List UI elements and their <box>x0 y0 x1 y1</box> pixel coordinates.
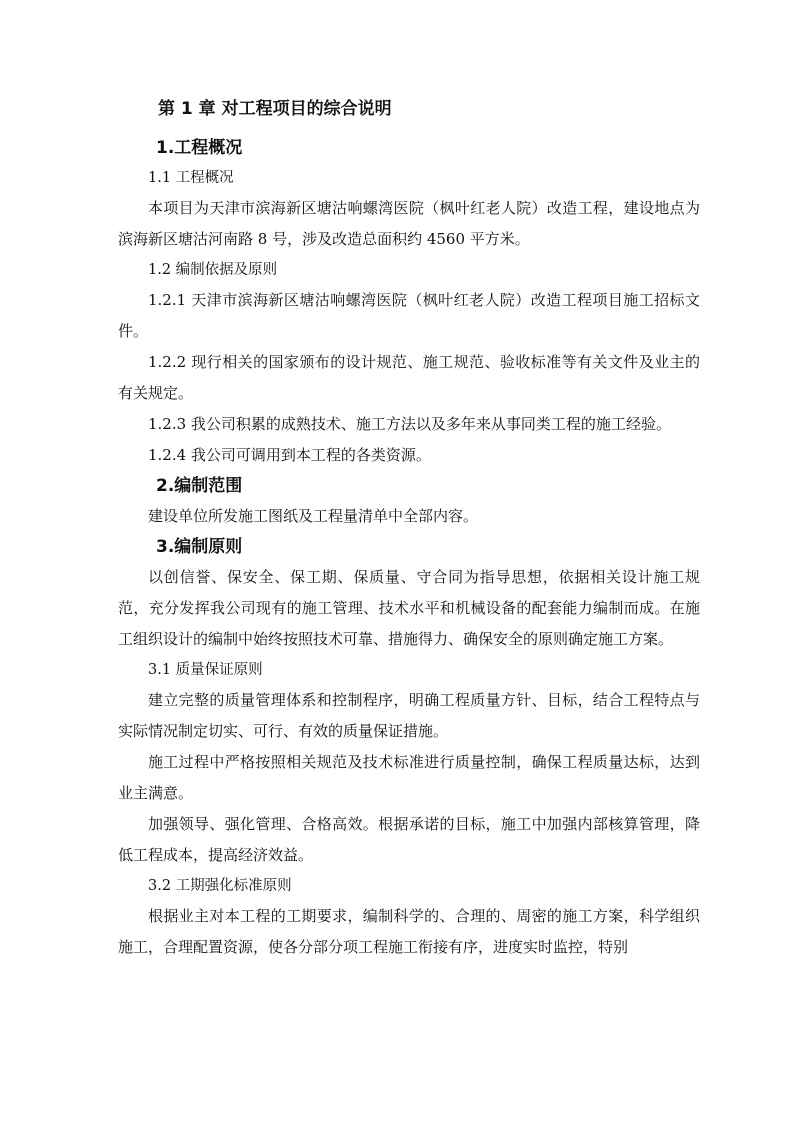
document-page <box>118 96 700 963</box>
item-1-2-2: 1.2.2 现行相关的国家颁布的设计规范、施工规范、验收标准等有关文件及业主的有关规定。 <box>118 353 700 402</box>
chapter-title: 第 1 章 对工程项目的综合说明 <box>158 99 392 119</box>
section-1-title: 1.工程概况 <box>156 138 243 158</box>
section-3-text: 以创信誉、保安全、保工期、保质量、守合同为指导思想，依据相关设计施工规范，充分发挥我公司现有的施工管理、技术水平和机械设备的配套能力编制而成。在施工组织设计的编制中始终按照技术可靠、措施得力、确保安全的原则确定施工方案。 <box>118 568 700 648</box>
section-2-text: 建设单位所发施工图纸及工程量清单中全部内容。 <box>148 507 479 525</box>
section-3-1-paragraph-1: 建立完整的质量管理体系和控制程序，明确工程质量方针、目标，结合工程特点与实际情况制定切实、可行、有效的质量保证措施。 <box>118 691 700 740</box>
section-3-1-paragraph-3: 加强领导、强化管理、合格高效。根据承诺的目标，施工中加强内部核算管理，降低工程成本，提高经济效益。 <box>118 815 700 864</box>
section-1-2-title: 1.2 编制依据及原则 <box>148 262 278 278</box>
section-3-1-title: 3.1 质量保证原则 <box>148 662 263 678</box>
section-1-1-text: 本项目为天津市滨海新区塘沽响螺湾医院（枫叶红老人院）改造工程，建设地点为滨海新区塘沽河南路 8 号，涉及改造总面积约 4560 平方米。 <box>118 199 700 248</box>
section-3-2-title: 3.2 工期强化标准原则 <box>148 878 292 894</box>
section-1-1-title: 1.1 工程概况 <box>148 170 234 186</box>
item-1-2-4: 1.2.4 我公司可调用到本工程的各类资源。 <box>148 446 431 464</box>
section-3-1-paragraph-2: 施工过程中严格按照相关规范及技术标准进行质量控制，确保工程质量达标，达到业主满意。 <box>118 753 700 802</box>
item-1-2-1: 1.2.1 天津市滨海新区塘沽响螺湾医院（枫叶红老人院）改造工程项目施工招标文件。 <box>118 291 700 340</box>
section-3-title: 3.编制原则 <box>156 537 243 557</box>
section-2-title: 2.编制范围 <box>156 476 243 496</box>
item-1-2-3: 1.2.3 我公司积累的成熟技术、施工方法以及多年来从事同类工程的施工经验。 <box>148 415 671 433</box>
section-3-2-paragraph-1: 根据业主对本工程的工期要求，编制科学的、合理的、周密的施工方案，科学组织施工，合理配置资源，使各分部分项工程施工衔接有序，进度实时监控，特别 <box>118 907 700 956</box>
